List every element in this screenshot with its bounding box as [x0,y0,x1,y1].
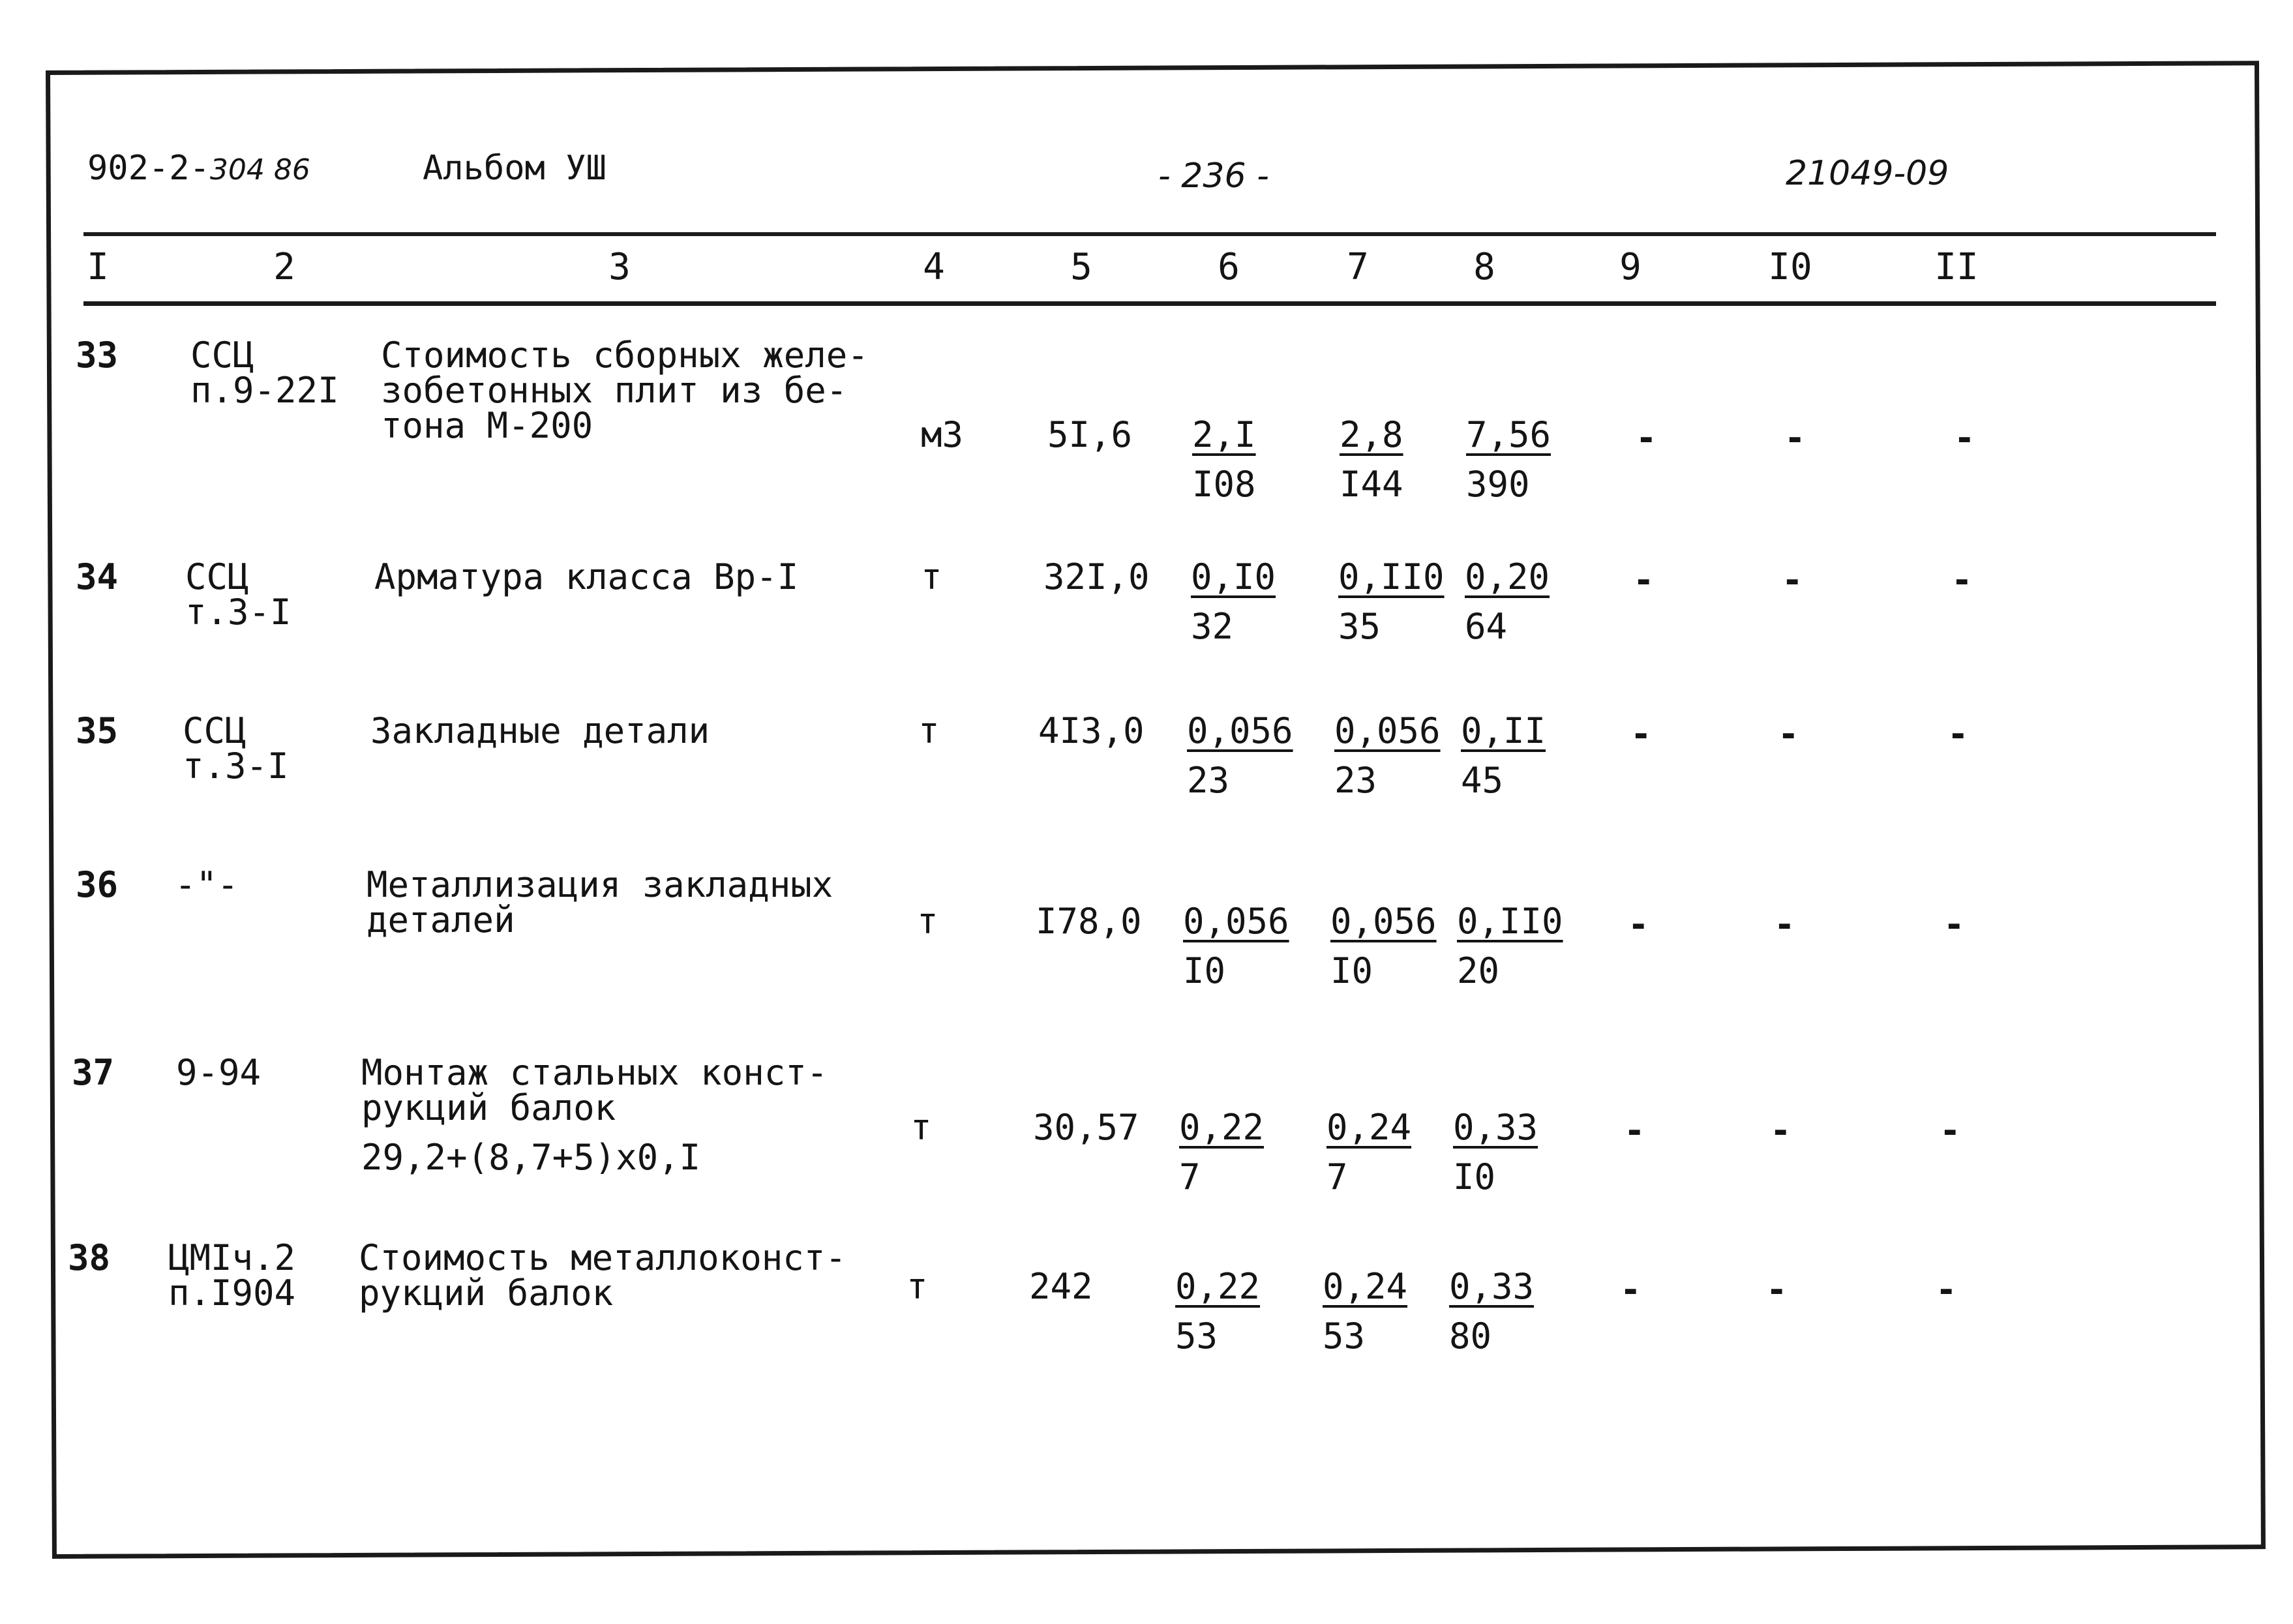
row-quantity: 32I,0 [1043,556,1150,597]
fraction-numerator: 0,056 [1334,710,1441,751]
reference-line: п.I904 [168,1272,296,1314]
row-unit: т [917,901,938,942]
empty-c9: - [1624,1110,1645,1151]
header-top-rule [83,232,2216,236]
fraction-c7 [1326,1107,1412,1197]
fraction-numerator: 0,II [1461,710,1546,751]
row-reference [190,335,339,411]
empty-c10: - [1770,1110,1791,1151]
fraction-c7 [1334,710,1441,801]
reference-line: п.9-22I [190,370,339,411]
empty-c9: - [1636,417,1657,459]
fraction-numerator: 0,24 [1326,1107,1412,1148]
fraction-denominator: 7 [1326,1156,1348,1197]
fraction-denominator: 20 [1457,950,1500,991]
fraction-numerator: 0,33 [1453,1107,1538,1148]
row-reference [175,864,239,905]
fraction-c8 [1449,1266,1535,1357]
empty-c11: - [1951,560,1973,601]
fraction-c8 [1453,1107,1538,1197]
fraction-denominator: 53 [1175,1316,1218,1357]
fraction-numerator: 0,056 [1187,710,1293,751]
row-unit: т [921,556,942,597]
reference-line: ССЦ [190,335,254,376]
description-line: Монтаж стальных конст- [361,1052,828,1093]
row-number: 36 [76,864,119,905]
fraction-denominator: I0 [1330,950,1373,991]
empty-c10: - [1782,560,1803,601]
empty-c11: - [1940,1110,1961,1151]
fraction-denominator: 7 [1179,1156,1201,1197]
reference-line: ССЦ [185,556,249,597]
row-reference [185,556,292,633]
reference-line: ЦМIч.2 [168,1237,296,1278]
fraction-c6 [1191,556,1276,647]
album-title: Альбом УШ [423,149,607,188]
column-number: 9 [1619,246,1641,288]
fraction-numerator: 2,I [1192,414,1256,455]
header-bottom-rule [83,301,2216,306]
fraction-c7 [1330,901,1437,991]
row-reference [176,1052,262,1093]
row-quantity: 4I3,0 [1038,710,1145,751]
row-quantity: 5I,6 [1047,414,1133,455]
fraction-numerator: 2,8 [1340,414,1403,455]
fraction-c6 [1187,710,1293,801]
description-line: Арматура класса Вр-I [374,556,799,597]
column-number: 8 [1473,246,1495,288]
column-number: 4 [923,246,945,288]
fraction-numerator: 0,22 [1179,1107,1265,1148]
reference-line: -"- [175,864,239,905]
fraction-c7 [1338,556,1445,647]
fraction-numerator: 0,II0 [1457,901,1563,942]
fraction-denominator: I44 [1340,464,1403,505]
fraction-denominator: 64 [1465,606,1508,647]
page-number: - 236 - [1158,157,1269,196]
reference-line: т.3-I [183,745,289,787]
empty-c9: - [1633,560,1655,601]
fraction-denominator: 35 [1338,606,1381,647]
row-unit: т [910,1107,932,1148]
fraction-c8 [1461,710,1546,801]
empty-c11: - [1954,417,1975,459]
reference-line: 9-94 [176,1052,262,1093]
fraction-denominator: 23 [1187,760,1230,801]
column-number: 6 [1218,246,1240,288]
fraction-denominator: 80 [1449,1316,1492,1357]
fraction-c8 [1466,414,1551,505]
fraction-numerator: 0,056 [1330,901,1437,942]
description-line: Закладные детали [370,710,710,751]
empty-c9: - [1620,1269,1641,1310]
fraction-c8 [1457,901,1563,991]
empty-c11: - [1947,714,1969,755]
description-line: Стоимость металлоконст- [359,1237,847,1278]
fraction-c6 [1179,1107,1265,1197]
row-unit: т [918,710,940,751]
row-number: 34 [76,556,119,597]
empty-c10: - [1778,714,1799,755]
fraction-denominator: 390 [1466,464,1530,505]
column-number: 3 [608,246,631,288]
row-description [361,1052,828,1178]
description-line: зобетонных плит из бе- [381,370,848,411]
column-number: I [87,246,109,288]
column-number: I0 [1768,246,1812,288]
column-number: 7 [1347,246,1369,288]
description-line: рукций балок [359,1272,614,1314]
reference-line: ССЦ [183,710,247,751]
doc-code-printed: 902-2- [87,149,210,188]
column-number: 5 [1070,246,1092,288]
fraction-numerator: 0,33 [1449,1266,1535,1307]
fraction-numerator: 0,24 [1323,1266,1408,1307]
fraction-numerator: 0,20 [1465,556,1550,597]
empty-c11: - [1943,904,1965,945]
row-quantity: 30,57 [1033,1107,1139,1148]
row-number: 33 [76,335,119,376]
reference-line: т.3-I [185,592,292,633]
empty-c9: - [1628,904,1649,945]
row-unit: т [907,1266,928,1307]
empty-c11: - [1936,1269,1957,1310]
column-number: 2 [273,246,295,288]
row-reference [168,1237,296,1314]
empty-c10: - [1784,417,1806,459]
fraction-denominator: 45 [1461,760,1504,801]
row-reference [183,710,289,787]
fraction-numerator: 0,II0 [1338,556,1445,597]
row-number: 37 [72,1052,115,1093]
empty-c10: - [1774,904,1795,945]
row-unit: м3 [921,414,964,455]
fraction-denominator: 32 [1191,606,1234,647]
row-quantity: 242 [1029,1266,1093,1307]
description-line: рукций балок [361,1087,616,1128]
row-quantity: I78,0 [1036,901,1142,942]
empty-c10: - [1766,1269,1788,1310]
fraction-numerator: 0,I0 [1191,556,1276,597]
fraction-denominator: I08 [1192,464,1256,505]
sheet-number: 21049-09 [1786,154,1949,193]
fraction-numerator: 0,22 [1175,1266,1261,1307]
fraction-denominator: I0 [1453,1156,1496,1197]
fraction-c7 [1323,1266,1408,1357]
fraction-denominator: 53 [1323,1316,1366,1357]
fraction-c6 [1183,901,1289,991]
fraction-c6 [1175,1266,1261,1357]
description-line: 29,2+(8,7+5)х0,I [361,1137,701,1178]
doc-code-handwritten: 304 86 [209,153,310,187]
description-line: деталей [367,899,515,940]
empty-c9: - [1630,714,1652,755]
row-description [381,335,869,446]
fraction-numerator: 0,056 [1183,901,1289,942]
row-description [370,710,710,751]
row-description [359,1237,847,1314]
doc-code [87,149,310,188]
fraction-denominator: 23 [1334,760,1377,801]
description-line: тона М-200 [381,405,593,446]
description-line: Металлизация закладных [367,864,833,905]
fraction-denominator: I0 [1183,950,1226,991]
column-number: II [1934,246,1979,288]
row-number: 35 [76,710,119,751]
fraction-c6 [1192,414,1256,505]
description-line: Стоимость сборных желе- [381,335,869,376]
row-description [374,556,799,597]
fraction-c7 [1340,414,1403,505]
fraction-c8 [1465,556,1550,647]
fraction-numerator: 7,56 [1466,414,1551,455]
row-number: 38 [68,1237,111,1278]
row-description [367,864,833,940]
